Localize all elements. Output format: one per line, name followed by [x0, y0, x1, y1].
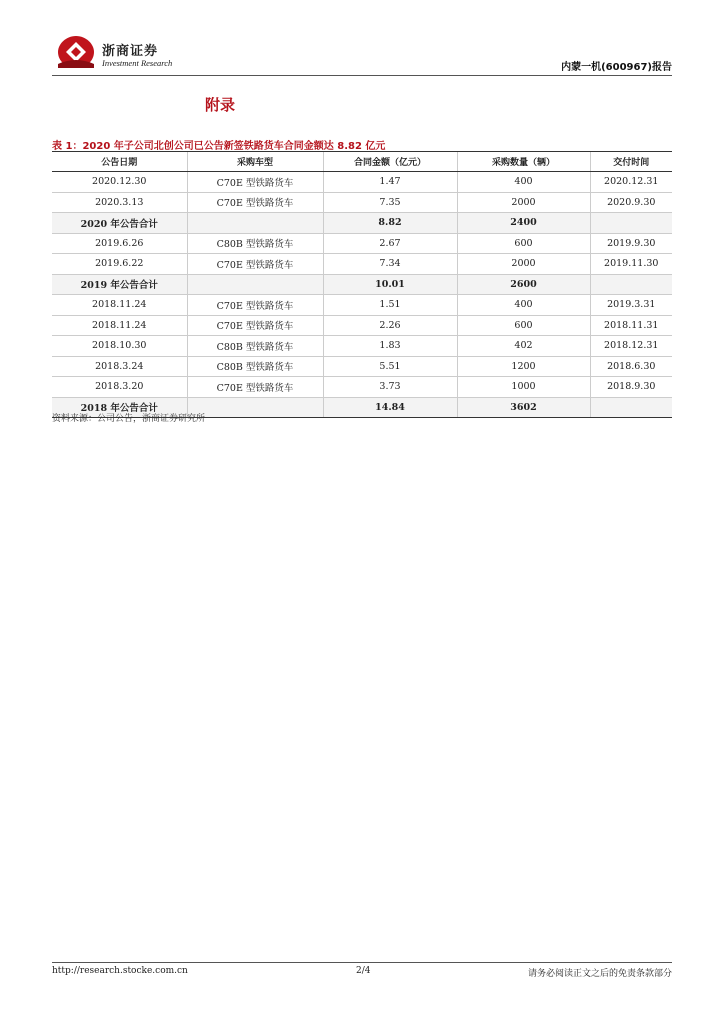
logo-mark-icon: [56, 34, 96, 70]
cell-amount: 7.34: [323, 254, 457, 275]
table-row: [52, 315, 672, 336]
cell-date: 2018.10.30: [52, 336, 187, 357]
cell-amount: 10.01: [323, 274, 457, 295]
cell-delivery: [590, 397, 672, 418]
cell-model: [187, 213, 323, 234]
cell-model: C70E 型铁路货车: [187, 254, 323, 275]
cell-delivery: 2019.9.30: [590, 233, 672, 254]
table-row: [52, 233, 672, 254]
cell-amount: 1.47: [323, 172, 457, 193]
cell-date: 2018.11.24: [52, 295, 187, 316]
company-logo: [56, 34, 173, 74]
cell-quantity: 2400: [457, 213, 590, 234]
table-header-row: [52, 152, 672, 172]
source-note: 资料来源：公司公告，浙商证券研究所: [52, 414, 206, 424]
cell-delivery: 2018.9.30: [590, 377, 672, 398]
footer-website-link[interactable]: http://research.stocke.com.cn: [52, 966, 188, 976]
cell-total-label: 2019 年公告合计: [52, 274, 187, 295]
cell-amount: 2.26: [323, 315, 457, 336]
cell-quantity: 402: [457, 336, 590, 357]
cell-date: 2018.3.20: [52, 377, 187, 398]
cell-amount: 5.51: [323, 356, 457, 377]
cell-amount: 2.67: [323, 233, 457, 254]
cell-delivery: 2019.3.31: [590, 295, 672, 316]
header-divider: [52, 75, 672, 76]
table-row: [52, 336, 672, 357]
cell-quantity: 2000: [457, 192, 590, 213]
cell-model: C70E 型铁路货车: [187, 172, 323, 193]
cell-date: 2019.6.26: [52, 233, 187, 254]
cell-delivery: [590, 213, 672, 234]
cell-delivery: 2018.11.31: [590, 315, 672, 336]
cell-quantity: 600: [457, 233, 590, 254]
cell-amount: 8.82: [323, 213, 457, 234]
cell-model: C70E 型铁路货车: [187, 377, 323, 398]
cell-amount: 1.83: [323, 336, 457, 357]
header-vehicle-model: 采购车型: [187, 152, 323, 172]
cell-model: C80B 型铁路货车: [187, 336, 323, 357]
header-delivery-date: 交付时间: [590, 152, 672, 172]
table-row: [52, 356, 672, 377]
section-title: 附录: [205, 96, 236, 114]
cell-amount: 3.73: [323, 377, 457, 398]
contract-table: [52, 151, 672, 418]
cell-quantity: 2600: [457, 274, 590, 295]
cell-model: [187, 274, 323, 295]
header-contract-amount: 合同金额（亿元）: [323, 152, 457, 172]
logo-chinese-name: 浙商证券: [102, 44, 159, 59]
cell-quantity: 400: [457, 295, 590, 316]
cell-delivery: 2019.11.30: [590, 254, 672, 275]
table-total-row: [52, 213, 672, 234]
table-total-row: [52, 274, 672, 295]
table-row: [52, 377, 672, 398]
cell-delivery: [590, 274, 672, 295]
table-row: [52, 172, 672, 193]
cell-model: [187, 397, 323, 418]
cell-quantity: 1200: [457, 356, 590, 377]
cell-quantity: 1000: [457, 377, 590, 398]
cell-date: 2020.12.30: [52, 172, 187, 193]
cell-amount: 1.51: [323, 295, 457, 316]
cell-quantity: 600: [457, 315, 590, 336]
cell-model: C70E 型铁路货车: [187, 192, 323, 213]
cell-quantity: 400: [457, 172, 590, 193]
cell-model: C70E 型铁路货车: [187, 315, 323, 336]
cell-model: C80B 型铁路货车: [187, 356, 323, 377]
cell-amount: 14.84: [323, 397, 457, 418]
cell-delivery: 2018.6.30: [590, 356, 672, 377]
page-number: 2/4: [356, 966, 371, 976]
page-header: [52, 30, 672, 76]
cell-date: 2018.11.24: [52, 315, 187, 336]
header-quantity: 采购数量（辆）: [457, 152, 590, 172]
cell-date: 2020.3.13: [52, 192, 187, 213]
cell-delivery: 2020.9.30: [590, 192, 672, 213]
cell-date: 2018.3.24: [52, 356, 187, 377]
header-announce-date: 公告日期: [52, 152, 187, 172]
cell-amount: 7.35: [323, 192, 457, 213]
report-title: 内蒙一机(600967)报告: [561, 62, 672, 73]
cell-total-label: 2018 年公告合计: [52, 397, 187, 418]
cell-quantity: 2000: [457, 254, 590, 275]
cell-total-label: 2020 年公告合计: [52, 213, 187, 234]
logo-english-name: Investment Research: [102, 58, 173, 68]
table-row: [52, 192, 672, 213]
table-row: [52, 295, 672, 316]
footer-disclaimer: 请务必阅读正文之后的免责条款部分: [527, 969, 672, 979]
cell-model: C80B 型铁路货车: [187, 233, 323, 254]
table-row: [52, 254, 672, 275]
footer-divider: [52, 962, 672, 963]
cell-delivery: 2018.12.31: [590, 336, 672, 357]
cell-date: 2019.6.22: [52, 254, 187, 275]
table-caption: 表 1：2020 年子公司北创公司已公告新签铁路货车合同金额达 8.82 亿元: [52, 141, 386, 152]
cell-delivery: 2020.12.31: [590, 172, 672, 193]
cell-model: C70E 型铁路货车: [187, 295, 323, 316]
cell-quantity: 3602: [457, 397, 590, 418]
